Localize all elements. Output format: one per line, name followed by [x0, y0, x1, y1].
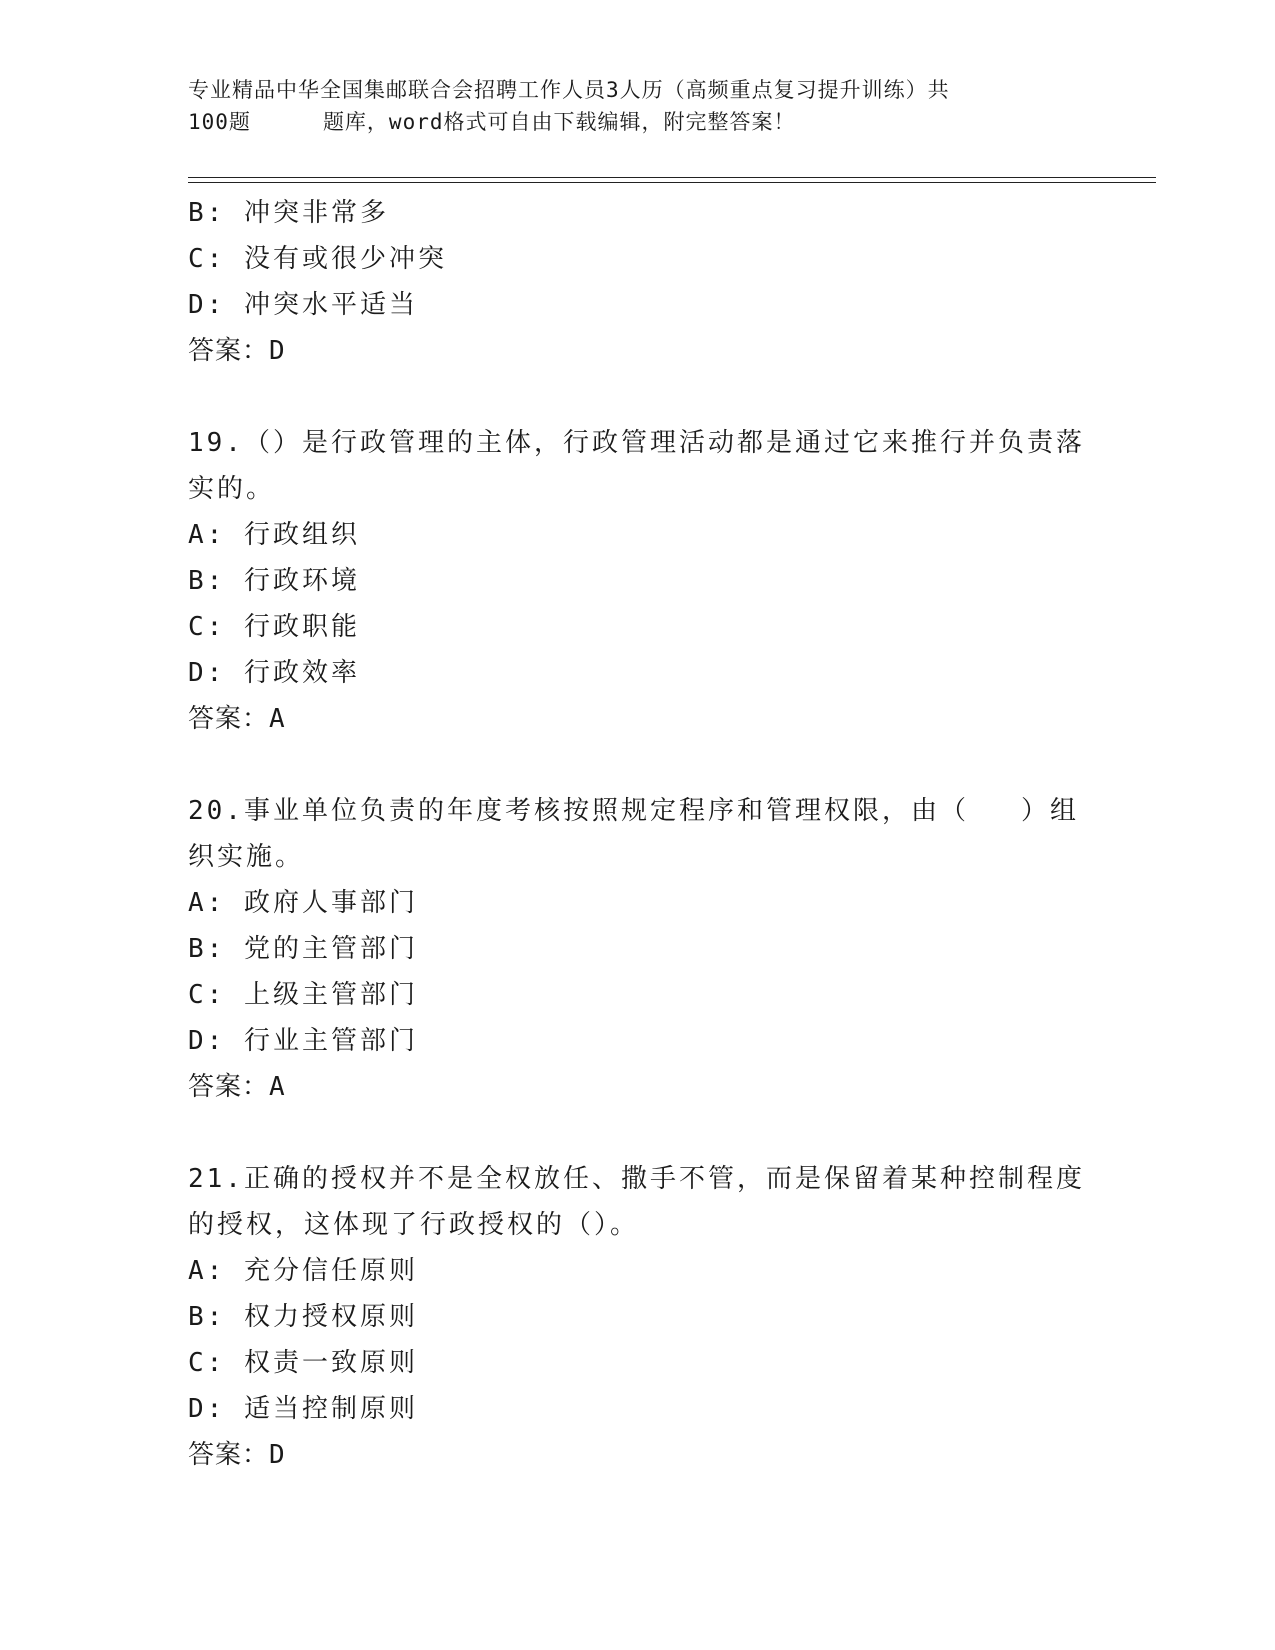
option-b: B: 权力授权原则: [188, 1302, 418, 1332]
document-header: [188, 74, 1068, 138]
question-20: [188, 788, 1088, 1110]
option-c: C: 上级主管部门: [188, 980, 418, 1010]
question-21: [188, 1156, 1088, 1478]
question-stem-cont: 的授权，这体现了行政授权的（）。: [188, 1210, 640, 1240]
option-b: B: 冲突非常多: [188, 198, 389, 228]
header-title-line2: [188, 106, 1068, 138]
question-list: [188, 190, 1088, 1478]
question-stem: 19.（）是行政管理的主体，行政管理活动都是通过它来推行并负责落: [188, 428, 1085, 458]
question-stem: 21.正确的授权并不是全权放任、撒手不管，而是保留着某种控制程度: [188, 1164, 1085, 1194]
option-a: A: 政府人事部门: [188, 888, 418, 918]
option-a: A: 行政组织: [188, 520, 360, 550]
option-c: C: 权责一致原则: [188, 1348, 418, 1378]
header-description: 题库，word格式可自由下载编辑，附完整答案！: [322, 110, 796, 134]
question-stem-part2: ）组: [1020, 796, 1079, 826]
option-d: D: 行政效率: [188, 658, 360, 688]
question-stem-part1: 20.事业单位负责的年度考核按照规定程序和管理权限，由（: [188, 796, 969, 826]
answer: 答案：A: [188, 704, 286, 734]
answer: 答案：D: [188, 336, 286, 366]
question-stem-cont: 实的。: [188, 474, 276, 504]
option-d: D: 冲突水平适当: [188, 290, 418, 320]
question-stem: [188, 788, 1088, 834]
option-c: C: 行政职能: [188, 612, 360, 642]
option-b: B: 党的主管部门: [188, 934, 418, 964]
header-double-rule: [188, 177, 1156, 183]
option-d: D: 行业主管部门: [188, 1026, 418, 1056]
question-19: [188, 420, 1088, 742]
option-d: D: 适当控制原则: [188, 1394, 418, 1424]
answer: 答案：A: [188, 1072, 286, 1102]
question-18-tail: [188, 190, 1088, 374]
option-b: B: 行政环境: [188, 566, 360, 596]
header-question-count: 100题: [188, 110, 251, 134]
question-stem-cont: 织实施。: [188, 842, 305, 872]
option-c: C: 没有或很少冲突: [188, 244, 447, 274]
option-a: A: 充分信任原则: [188, 1256, 418, 1286]
answer: 答案：D: [188, 1440, 286, 1470]
header-title-line1: 专业精品中华全国集邮联合会招聘工作人员3人历（高频重点复习提升训练）共: [188, 78, 950, 102]
